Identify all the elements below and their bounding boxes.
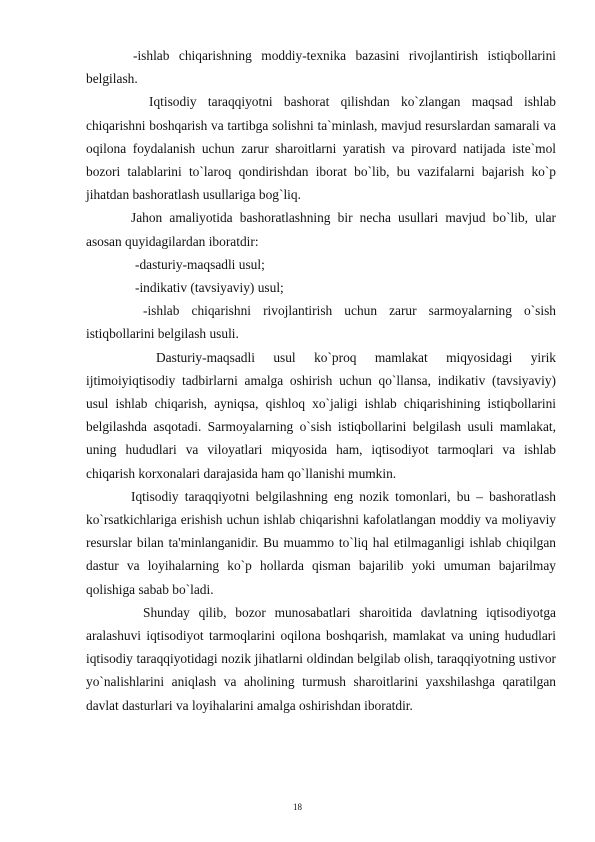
paragraph-forecast-methods-intro: Jahon amaliyotida bashoratlashning bir necha usullari mavjud bo`lib, ular asosan quyidagilardan iboratdir: [86,210,556,249]
paragraph-conclusion: Shunday qilib, bozor munosabatlari sharoitida davlatning iqtisodiyotga aralashuvi iqtisodiyot tarmoqlarini oqilona boshqarish, mamlakat va uning hududlari iqtisodiy taraqqiyotidagi nozik jihatlarni oldindan belgilab olish, taraqqiyotning ustivor yo`nalishlarini aniqlash va aholining turmush sharoitlarini yaxshilashga qaratilgan davlat dasturlari va loyihalarini amalga oshirishdan iboratdir. [86,604,556,713]
paragraph-methods-application: Dasturiy-maqsadli usul ko`proq mamlakat miqyosidagi yirik ijtimoiyiqtisodiy tadbirlarni amalga oshirish uchun qo`llansa, indikativ (tavsiyaviy) usul ishlab chiqarish, ayniqsa, qishloq xo`jaligi ishlab chiqarishining istiqbollarini belgilashda asqotadi. Sarmoyalarning o`sish istiqbollarini belgilash usuli mamlakat, uning hududlari va viloyatlari miqyosida ham, iqtisodiyot tarmoqlari va ishlab chiqarish korxonalari darajasida ham qo`llanishi mumkin. [86,349,556,481]
page-number: 18 [293,802,302,812]
paragraph-bullet-material-base: -ishlab chiqarishning moddiy-texnika bazasini rivojlantirish istiqbollarini belgilash. [86,48,556,87]
list-item-indicative-method: -indikativ (tavsiyaviy) usul; [135,280,284,296]
paragraph-resource-provision: Iqtisodiy taraqqiyotni belgilashning eng nozik tomonlari, bu – bashoratlash ko`rsatkichlariga erishish uchun ishlab chiqarishni kafolatlangan moddiy va moliyaviy resurslar bilan ta'minlanganidir. Bu muammo to`liq hal etilmaganligi ishlab chiqilgan dastur va loyihalarning ko`p hollarda qisman bajarilib yoki umuman bajarilmay qolishiga sabab bo`ladi. [86,488,556,597]
paragraph-forecast-purpose: Iqtisodiy taraqqiyotni bashorat qilishdan ko`zlangan maqsad ishlab chiqarishni boshqarish va tartibga solishni ta`minlash, mavjud resurslardan samarali va oqilona foydalanish uchun zarur sharoitlarni yaratish va pirovard natijada iste`mol bozori talablarini to`laroq qondirishdan iborat bo`lib, bu vazifalarni bajarish ko`p jihatdan bashoratlash usullariga bog`liq. [86,94,556,203]
list-item-investment-growth-method: -ishlab chiqarishni rivojlantirish uchun zarur sarmoyalarning o`sish istiqbollarini belgilash usuli. [86,303,556,342]
list-item-program-target-method: -dasturiy-maqsadli usul; [135,256,265,272]
page-body [86,44,556,717]
